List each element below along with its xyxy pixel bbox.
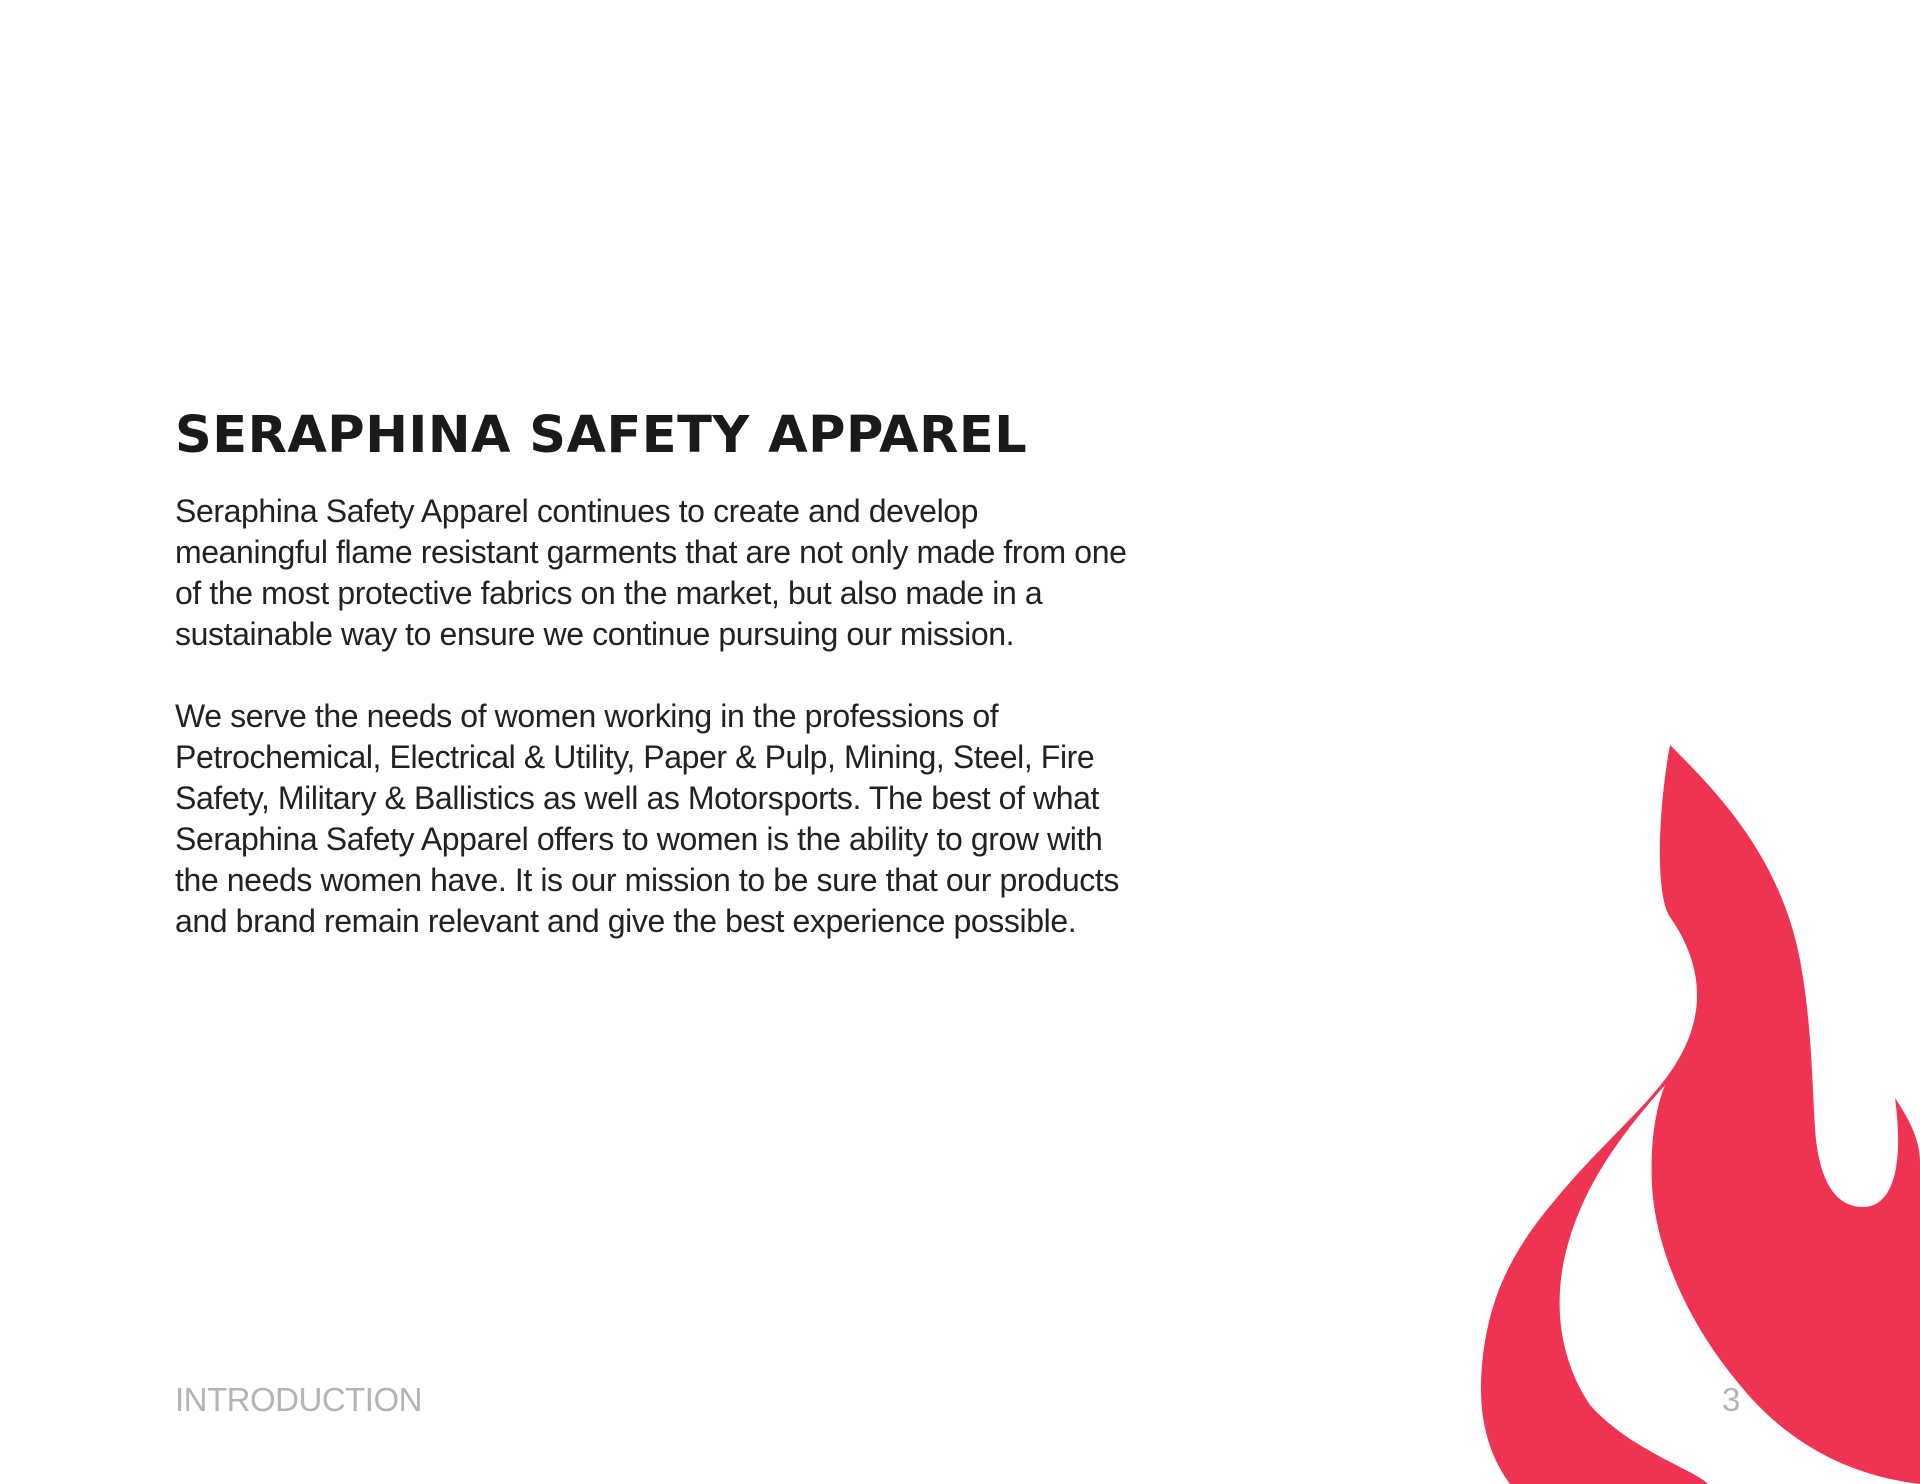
page-title: SERAPHINA SAFETY APPAREL [175, 406, 1028, 465]
page-number: 3 [1722, 1381, 1741, 1418]
main-content [175, 405, 1135, 942]
footer-section-label: INTRODUCTION [175, 1381, 422, 1418]
intro-paragraph: Seraphina Safety Apparel continues to create and develop meaningful flame resistant garments that are not only made from one of the most protective fabrics on the market, but also made in a sustainable way to ensure we continue pursuing our mission. [175, 493, 1127, 652]
flame-icon [1480, 745, 1920, 1484]
professions-paragraph: We serve the needs of women working in the professions of Petrochemical, Electrical & Utility, Paper & Pulp, Mining, Steel, Fire Safety, Military & Ballistics as well as Motorsports. The best of what Seraphina Safety Apparel offers to women is the ability to grow with the needs women have. It is our mission to be sure that our products and brand remain relevant and give the best experience possible. [175, 698, 1119, 939]
